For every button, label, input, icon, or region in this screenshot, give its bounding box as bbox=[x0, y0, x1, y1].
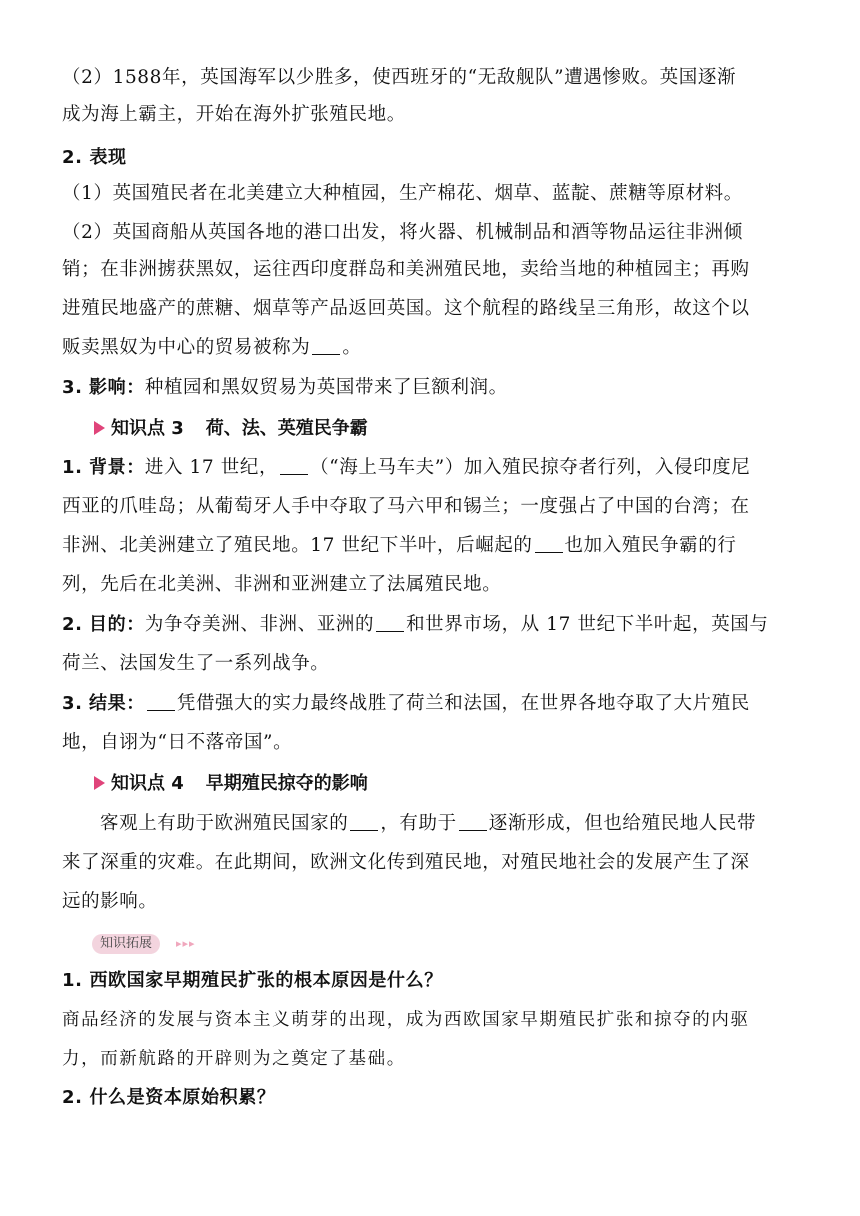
text-line: 销；在非洲掳获黑奴，运往西印度群岛和美洲殖民地，卖给当地的种植园主；再购 bbox=[62, 259, 750, 280]
item-number: 1. bbox=[62, 457, 83, 478]
fill-blank[interactable] bbox=[459, 812, 487, 831]
text-line: 列，先后在北美洲、非洲和亚洲建立了法属殖民地。 bbox=[62, 574, 502, 595]
fill-blank[interactable] bbox=[147, 692, 175, 711]
text-line bbox=[100, 812, 756, 836]
text-fragment: 非洲、北美洲建立了殖民地。17 世纪下半叶，后崛起的 bbox=[62, 535, 533, 556]
fill-blank[interactable] bbox=[535, 534, 563, 553]
knowledge-point-title: 荷、法、英殖民争霸 bbox=[205, 418, 368, 439]
text-fragment: 进入 17 世纪， bbox=[144, 457, 279, 478]
fill-blank[interactable] bbox=[350, 812, 378, 831]
item-label: 背景： bbox=[89, 457, 145, 478]
item-label: 结果： bbox=[89, 693, 145, 714]
text-fragment: 。 bbox=[342, 337, 362, 358]
question-text: 西欧国家早期殖民扩张的根本原因是什么？ bbox=[89, 970, 443, 991]
answer-line: 商品经济的发展与资本主义萌芽的出现，成为西欧国家早期殖民扩张和掠夺的内驱 bbox=[62, 1010, 750, 1030]
text-line: 来了深重的灾难。在此期间，欧洲文化传到殖民地，对殖民地社会的发展产生了深 bbox=[62, 852, 750, 873]
text-fragment: 贩卖黑奴为中心的贸易被称为 bbox=[62, 337, 311, 358]
text-fragment: 为争夺美洲、非洲、亚洲的 bbox=[144, 614, 375, 635]
heading-text: 种植园和黑奴贸易为英国带来了巨额利润。 bbox=[144, 377, 508, 398]
knowledge-point-label: 知识点 4 bbox=[111, 773, 184, 794]
text-line: （1）英国殖民者在北美建立大种植园，生产棉花、烟草、蓝靛、蔗糖等原材料。 bbox=[62, 183, 743, 204]
section-heading bbox=[62, 376, 508, 400]
heading-number: 3. bbox=[62, 377, 83, 398]
question-heading bbox=[62, 969, 443, 993]
text-fragment: 也加入殖民争霸的行 bbox=[564, 535, 737, 556]
fill-blank[interactable] bbox=[376, 613, 404, 632]
triangle-icon bbox=[94, 776, 105, 790]
arrows-icon: ▸▸▸ bbox=[176, 937, 196, 950]
section-heading bbox=[62, 146, 127, 170]
knowledge-point-header bbox=[94, 772, 368, 796]
text-line: 西亚的爪哇岛；从葡萄牙人手中夺取了马六甲和锡兰；一度强占了中国的台湾；在 bbox=[62, 496, 750, 517]
text-fragment: 逐渐形成，但也给殖民地人民带 bbox=[488, 813, 757, 834]
text-fragment: （“海上马车夫”）加入殖民掠夺者行列，入侵印度尼 bbox=[310, 457, 751, 478]
fill-blank[interactable] bbox=[280, 456, 308, 475]
item-number: 2. bbox=[62, 614, 83, 635]
knowledge-extension-tag: 知识拓展 bbox=[92, 934, 160, 954]
text-line: 成为海上霸主，开始在海外扩张殖民地。 bbox=[62, 104, 406, 125]
text-line: （2）英国商船从英国各地的港口出发，将火器、机械制品和酒等物品运往非洲倾 bbox=[62, 222, 743, 243]
text-line: （2）1588年，英国海军以少胜多，使西班牙的“无敌舰队”遭遇惨败。英国逐渐 bbox=[62, 67, 737, 88]
text-fragment: 和世界市场，从 17 世纪下半叶起，英国与 bbox=[406, 614, 769, 635]
knowledge-point-header bbox=[94, 417, 368, 441]
question-number: 1. bbox=[62, 970, 83, 991]
text-line bbox=[62, 534, 736, 558]
item-number: 3. bbox=[62, 693, 83, 714]
text-fragment: ，有助于 bbox=[380, 813, 457, 834]
answer-line: 力，而新航路的开辟则为之奠定了基础。 bbox=[62, 1049, 406, 1069]
text-line bbox=[62, 613, 768, 637]
question-heading bbox=[62, 1086, 275, 1110]
text-fragment: 凭借强大的实力最终战胜了荷兰和法国，在世界各地夺取了大片殖民 bbox=[176, 693, 750, 714]
fill-blank[interactable] bbox=[312, 336, 340, 355]
text-line: 进殖民地盛产的蔗糖、烟草等产品返回英国。这个航程的路线呈三角形，故这个以 bbox=[62, 298, 750, 319]
text-line: 荷兰、法国发生了一系列战争。 bbox=[62, 653, 330, 674]
heading-label: 影响： bbox=[89, 377, 145, 398]
heading-number: 2. bbox=[62, 147, 83, 168]
item-label: 目的： bbox=[89, 614, 145, 635]
text-line: 远的影响。 bbox=[62, 891, 158, 912]
text-line bbox=[62, 456, 750, 480]
heading-text: 表现 bbox=[89, 147, 127, 168]
triangle-icon bbox=[94, 421, 105, 435]
knowledge-point-label: 知识点 3 bbox=[111, 418, 184, 439]
question-text: 什么是资本原始积累？ bbox=[89, 1087, 276, 1108]
text-line: 地，自诩为“日不落帝国”。 bbox=[62, 732, 293, 753]
text-line bbox=[62, 692, 750, 716]
text-fragment: 客观上有助于欧洲殖民国家的 bbox=[100, 813, 349, 834]
text-line bbox=[62, 336, 361, 360]
question-number: 2. bbox=[62, 1087, 83, 1108]
knowledge-point-title: 早期殖民掠夺的影响 bbox=[205, 773, 368, 794]
